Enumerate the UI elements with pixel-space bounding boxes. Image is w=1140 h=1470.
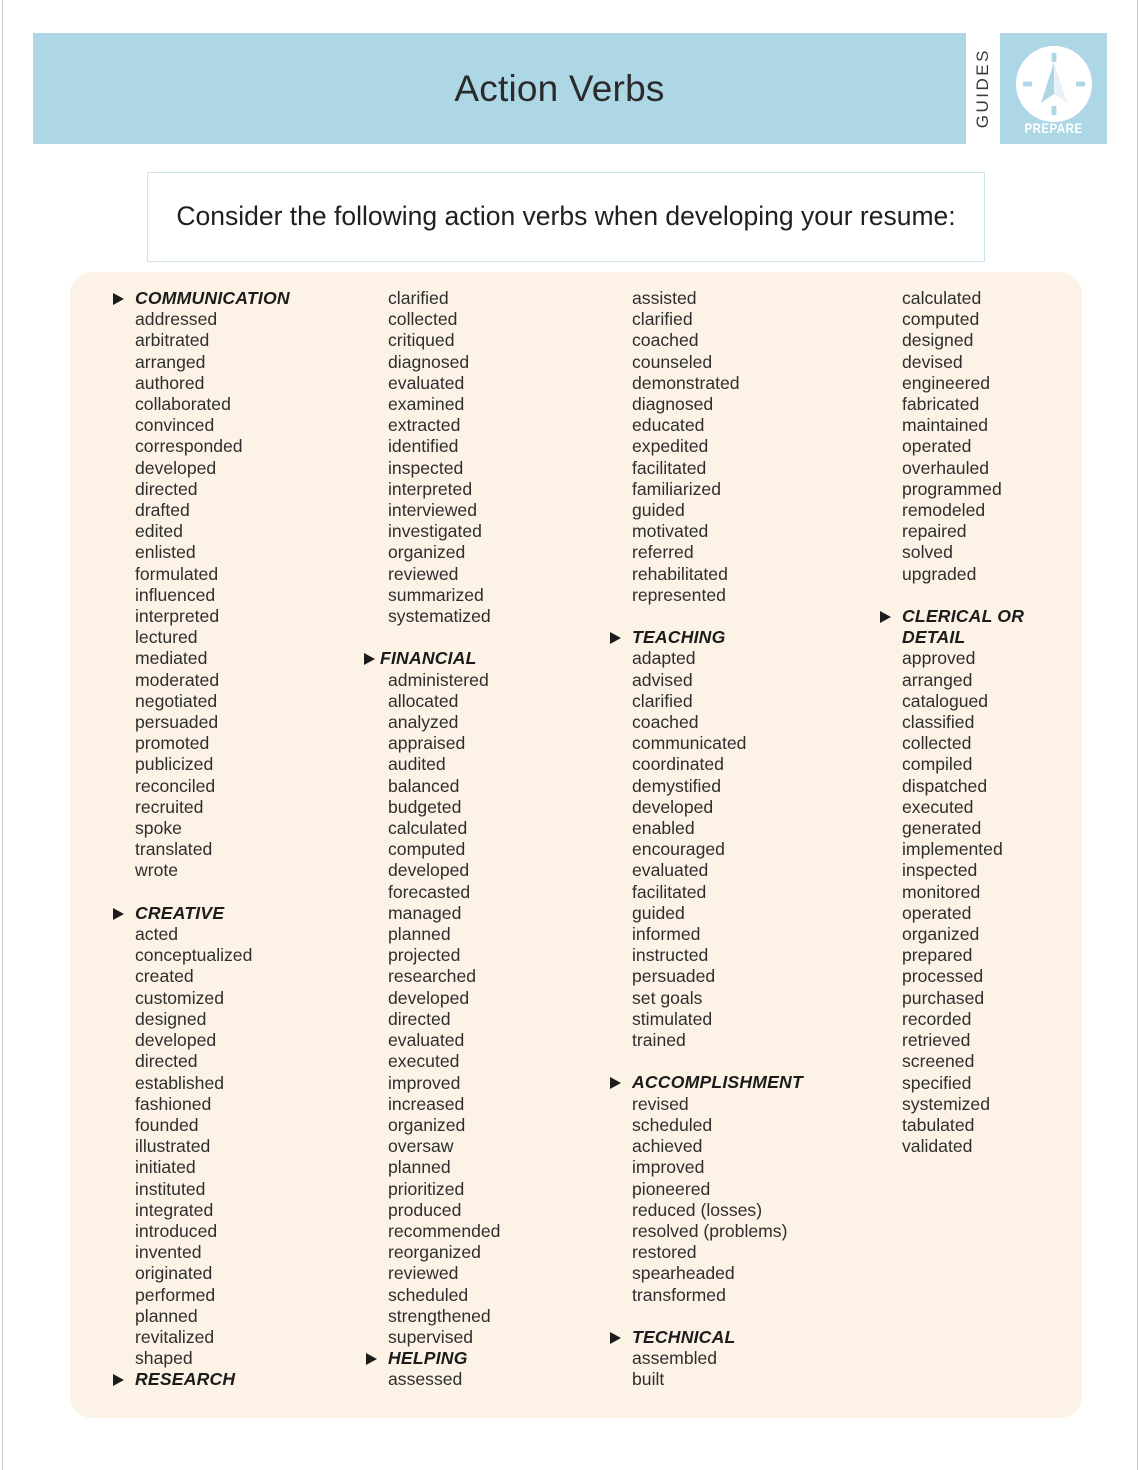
verb-item: identified: [388, 436, 459, 457]
verb-item: directed: [135, 478, 198, 499]
verb-item: catalogued: [902, 690, 989, 711]
verb-item: examined: [388, 394, 465, 415]
verb-item: conceptualized: [135, 945, 253, 966]
triangle-bullet-icon: [113, 1374, 124, 1386]
verb-item: facilitated: [632, 457, 707, 478]
verb-item: represented: [632, 584, 726, 605]
verb-item: developed: [135, 457, 217, 478]
verb-item: balanced: [388, 775, 460, 796]
verb-item: fabricated: [902, 394, 980, 415]
verb-item: diagnosed: [388, 351, 470, 372]
verb-item: developed: [388, 987, 470, 1008]
verb-item: appraised: [388, 733, 466, 754]
compass-icon: [1016, 46, 1092, 122]
verb-item: interviewed: [388, 500, 477, 521]
verb-item: planned: [388, 924, 451, 945]
verb-item: tabulated: [902, 1114, 975, 1135]
verb-item: moderated: [135, 669, 220, 690]
verb-item: acted: [135, 924, 179, 945]
verb-item: arranged: [135, 351, 206, 372]
block-spacer: [610, 606, 832, 627]
page-edge-right: [1137, 0, 1138, 1470]
verb-item: publicized: [135, 754, 214, 775]
verb-item: dispatched: [902, 775, 988, 796]
verb-item: audited: [388, 754, 446, 775]
verb-item: edited: [135, 521, 183, 542]
verb-item: promoted: [135, 733, 210, 754]
verb-item: forecasted: [388, 881, 471, 902]
guides-strip: [966, 33, 1000, 144]
triangle-bullet-icon: [610, 1332, 621, 1344]
verb-item: transformed: [632, 1284, 726, 1305]
verb-item: arranged: [902, 669, 973, 690]
verb-item: designed: [902, 330, 974, 351]
category-heading-helping: HELPING: [366, 1348, 570, 1369]
verb-item: created: [135, 966, 194, 987]
header-banner: [33, 33, 1107, 144]
verb-item: drafted: [135, 500, 190, 521]
triangle-bullet-icon: [113, 908, 124, 920]
verb-item: collaborated: [135, 394, 231, 415]
verb-item: engineered: [902, 372, 991, 393]
verb-item: enlisted: [135, 542, 196, 563]
verb-item: instituted: [135, 1178, 206, 1199]
verb-item: mediated: [135, 648, 208, 669]
verb-item: authored: [135, 372, 205, 393]
verb-item: set goals: [632, 987, 703, 1008]
verb-item: assembled: [632, 1348, 718, 1369]
verb-item: executed: [388, 1051, 460, 1072]
column-3: [570, 272, 832, 1418]
verb-item: upgraded: [902, 563, 977, 584]
verb-item: originated: [135, 1263, 213, 1284]
prepare-label: PREPARE: [1024, 120, 1083, 136]
verb-item: formulated: [135, 563, 219, 584]
verb-item: motivated: [632, 521, 709, 542]
verb-item: computed: [902, 309, 980, 330]
verb-item: systemized: [902, 1093, 990, 1114]
verb-columns: [70, 272, 1082, 1418]
verb-item: trained: [632, 1030, 686, 1051]
triangle-bullet-icon: [364, 653, 375, 665]
block-spacer: [113, 882, 323, 903]
category-heading-teaching: TEACHING: [610, 627, 832, 648]
category-heading-financial: FINANCIAL: [366, 648, 570, 669]
verb-item: founded: [135, 1114, 199, 1135]
verb-item: persuaded: [632, 966, 716, 987]
verb-item: illustrated: [135, 1136, 211, 1157]
triangle-bullet-icon: [113, 293, 124, 305]
verb-item: assessed: [388, 1369, 463, 1390]
column-1: [70, 272, 323, 1418]
page-title: Action Verbs: [454, 67, 665, 109]
verb-item: negotiated: [135, 690, 218, 711]
verb-item: collected: [388, 309, 458, 330]
verb-item: introduced: [135, 1220, 218, 1241]
verb-item: wrote: [135, 860, 179, 881]
verb-item: improved: [388, 1072, 461, 1093]
verb-item: expedited: [632, 436, 709, 457]
verb-item: coached: [632, 712, 699, 733]
verb-item: organized: [388, 1114, 466, 1135]
verb-item: specified: [902, 1072, 972, 1093]
verb-item: recruited: [135, 796, 204, 817]
guides-label: GUIDES: [973, 48, 992, 129]
verb-item: extracted: [388, 415, 461, 436]
verb-item: customized: [135, 987, 224, 1008]
block-spacer: [610, 1051, 832, 1072]
verb-item: inspected: [388, 457, 464, 478]
verb-item: collected: [902, 733, 972, 754]
verb-item: monitored: [902, 881, 981, 902]
category-heading-communication: COMMUNICATION: [113, 288, 323, 309]
verb-item: organized: [902, 924, 980, 945]
verb-item: compiled: [902, 754, 973, 775]
verb-item: guided: [632, 902, 685, 923]
verb-item: computed: [388, 839, 466, 860]
category-heading-accomplishment: ACCOMPLISHMENT: [610, 1072, 832, 1093]
category-heading-technical: TECHNICAL: [610, 1327, 832, 1348]
verb-item: lectured: [135, 627, 198, 648]
verb-item: clarified: [388, 288, 449, 308]
verb-item: invented: [135, 1242, 202, 1263]
verb-item: familiarized: [632, 478, 721, 499]
verb-item: summarized: [388, 584, 484, 605]
verb-item: interpreted: [388, 478, 473, 499]
verb-item: validated: [902, 1136, 973, 1157]
verb-item: recommended: [388, 1220, 501, 1241]
verb-item: clarified: [632, 690, 693, 711]
verb-item: shaped: [135, 1348, 193, 1369]
verb-item: planned: [388, 1157, 451, 1178]
verb-item: corresponded: [135, 436, 243, 457]
verb-item: instructed: [632, 945, 709, 966]
verb-item: retrieved: [902, 1030, 971, 1051]
verb-item: integrated: [135, 1199, 214, 1220]
category-heading-line-2: DETAIL: [902, 627, 966, 648]
verb-item: spoke: [135, 818, 182, 839]
intro-callout: [147, 172, 985, 262]
verb-item: approved: [902, 648, 976, 669]
category-heading-research: RESEARCH: [113, 1369, 323, 1390]
verb-item: diagnosed: [632, 394, 714, 415]
verb-item: spearheaded: [632, 1263, 735, 1284]
verb-item: advised: [632, 669, 693, 690]
verb-item: strengthened: [388, 1305, 491, 1326]
verb-item: programmed: [902, 478, 1002, 499]
verb-item: remodeled: [902, 500, 986, 521]
verb-item: executed: [902, 796, 974, 817]
verb-item: coordinated: [632, 754, 724, 775]
verb-item: stimulated: [632, 1008, 713, 1029]
verb-item: purchased: [902, 987, 985, 1008]
verb-item: referred: [632, 542, 694, 563]
verb-item: coached: [632, 330, 699, 351]
verb-item: maintained: [902, 415, 989, 436]
verb-item: counseled: [632, 351, 713, 372]
triangle-bullet-icon: [610, 1077, 621, 1089]
category-heading-clerical-or: CLERICAL OR DETAIL: [880, 606, 1082, 648]
verb-item: reduced (losses): [632, 1199, 763, 1220]
verb-item: administered: [388, 669, 489, 690]
verb-item: implemented: [902, 839, 1003, 860]
verb-item: revitalized: [135, 1326, 215, 1347]
verb-item: supervised: [388, 1326, 474, 1347]
verbs-panel: [70, 272, 1082, 1418]
verb-item: designed: [135, 1008, 207, 1029]
block-spacer: [880, 585, 1082, 606]
verb-item: established: [135, 1072, 225, 1093]
verb-item: calculated: [902, 288, 982, 308]
verb-item: reconciled: [135, 775, 216, 796]
verb-item: resolved (problems): [632, 1220, 788, 1241]
verb-item: increased: [388, 1093, 465, 1114]
verb-item: guided: [632, 500, 685, 521]
verb-item: investigated: [388, 521, 482, 542]
page-edge-left: [2, 0, 3, 1470]
verb-item: interpreted: [135, 606, 220, 627]
verb-item: overhauled: [902, 457, 990, 478]
verb-item: convinced: [135, 415, 215, 436]
verb-item: built: [632, 1369, 665, 1390]
verb-item: communicated: [632, 733, 747, 754]
verb-item: projected: [388, 945, 461, 966]
verb-item: repaired: [902, 521, 967, 542]
verb-item: encouraged: [632, 839, 725, 860]
verb-item: directed: [135, 1051, 198, 1072]
verb-item: analyzed: [388, 712, 459, 733]
block-spacer: [610, 1306, 832, 1327]
verb-item: evaluated: [388, 1030, 465, 1051]
verb-item: adapted: [632, 648, 696, 669]
column-2: [323, 272, 570, 1418]
verb-item: evaluated: [388, 372, 465, 393]
verb-item: developed: [632, 796, 714, 817]
verb-item: persuaded: [135, 712, 219, 733]
verb-item: researched: [388, 966, 477, 987]
triangle-bullet-icon: [366, 1353, 377, 1365]
verb-item: recorded: [902, 1008, 972, 1029]
verb-item: fashioned: [135, 1093, 212, 1114]
verb-item: improved: [632, 1157, 705, 1178]
verb-item: demystified: [632, 775, 721, 796]
verb-item: facilitated: [632, 881, 707, 902]
verb-item: operated: [902, 902, 972, 923]
triangle-bullet-icon: [610, 632, 621, 644]
verb-item: informed: [632, 924, 701, 945]
verb-item: initiated: [135, 1157, 196, 1178]
verb-item: screened: [902, 1051, 975, 1072]
verb-item: translated: [135, 839, 213, 860]
verb-item: directed: [388, 1008, 451, 1029]
verb-item: revised: [632, 1093, 689, 1114]
verb-item: addressed: [135, 309, 218, 330]
verb-item: reorganized: [388, 1242, 481, 1263]
triangle-bullet-icon: [880, 611, 891, 623]
verb-item: clarified: [632, 309, 693, 330]
verb-item: scheduled: [388, 1284, 469, 1305]
category-heading-creative: CREATIVE: [113, 903, 323, 924]
verb-item: enabled: [632, 818, 695, 839]
verb-item: educated: [632, 415, 705, 436]
verb-item: prepared: [902, 945, 973, 966]
prepare-logo: [1000, 33, 1107, 144]
verb-item: classified: [902, 712, 975, 733]
verb-item: operated: [902, 436, 972, 457]
verb-item: evaluated: [632, 860, 709, 881]
verb-item: planned: [135, 1305, 198, 1326]
verb-item: developed: [388, 860, 470, 881]
verb-item: organized: [388, 542, 466, 563]
verb-item: performed: [135, 1284, 216, 1305]
verb-item: demonstrated: [632, 372, 740, 393]
verb-item: systematized: [388, 606, 491, 627]
verb-item: restored: [632, 1242, 697, 1263]
verb-item: processed: [902, 966, 984, 987]
verb-item: reviewed: [388, 1263, 459, 1284]
verb-item: solved: [902, 542, 953, 563]
verb-item: assisted: [632, 288, 697, 308]
verb-item: rehabilitated: [632, 563, 728, 584]
verb-item: allocated: [388, 690, 459, 711]
verb-item: arbitrated: [135, 330, 210, 351]
verb-item: influenced: [135, 584, 216, 605]
verb-item: developed: [135, 1030, 217, 1051]
verb-item: reviewed: [388, 563, 459, 584]
verb-item: budgeted: [388, 796, 462, 817]
verb-item: produced: [388, 1199, 462, 1220]
header-title-container: [33, 33, 966, 144]
verb-item: generated: [902, 818, 982, 839]
verb-item: inspected: [902, 860, 978, 881]
verb-item: pioneered: [632, 1178, 711, 1199]
intro-text: Consider the following action verbs when developing your resume:: [176, 201, 956, 232]
verb-item: scheduled: [632, 1114, 713, 1135]
verb-item: achieved: [632, 1136, 703, 1157]
block-spacer: [366, 627, 570, 648]
verb-item: prioritized: [388, 1178, 465, 1199]
verb-item: calculated: [388, 818, 468, 839]
verb-item: critiqued: [388, 330, 455, 351]
verb-item: devised: [902, 351, 963, 372]
column-4: [832, 272, 1082, 1418]
verb-item: managed: [388, 902, 462, 923]
verb-item: oversaw: [388, 1136, 454, 1157]
